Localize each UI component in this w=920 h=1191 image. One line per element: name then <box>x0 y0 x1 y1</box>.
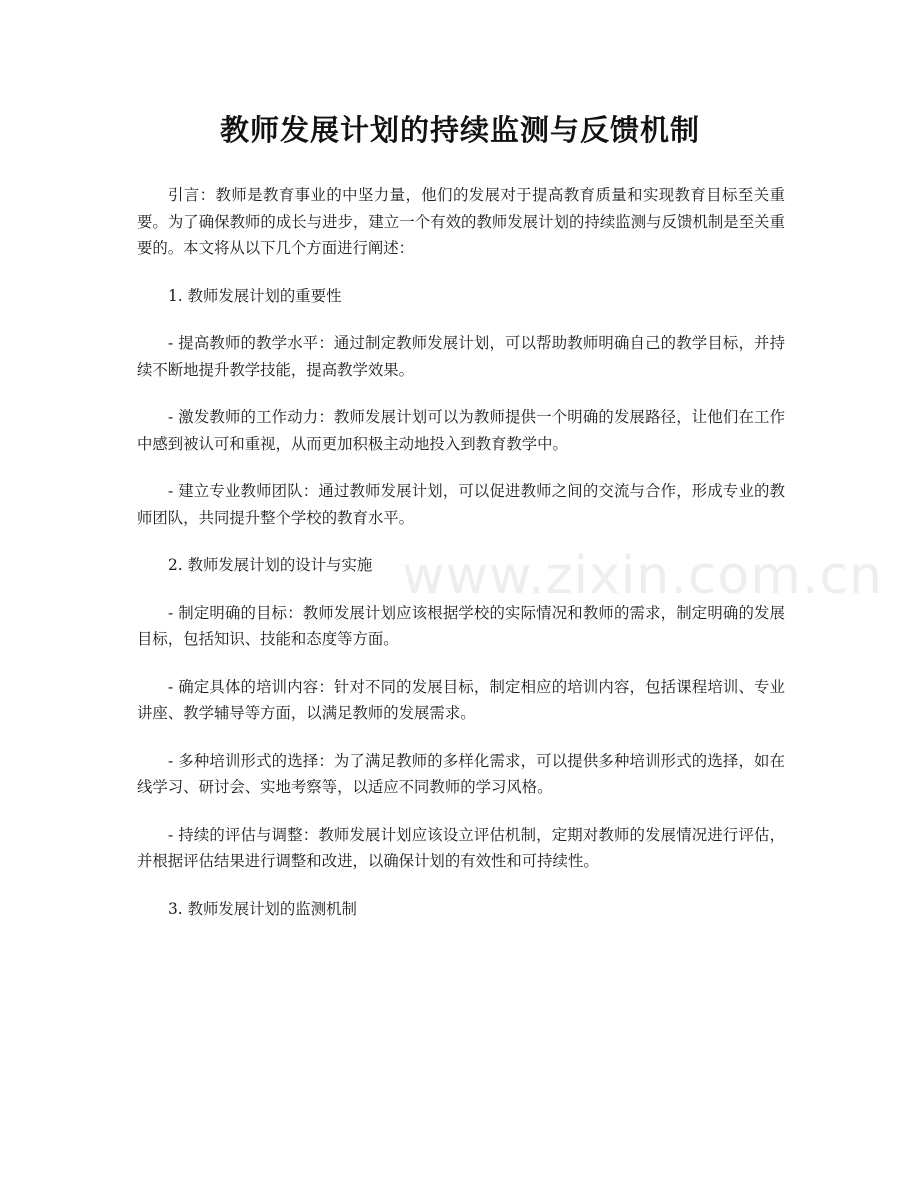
section-2-item: - 多种培训形式的选择：为了满足教师的多样化需求，可以提供多种培训形式的选择，如在线学习、研讨会、实地考察等，以适应不同教师的学习风格。 <box>137 751 785 796</box>
section-1-item: - 提高教师的教学水平：通过制定教师发展计划，可以帮助教师明确自己的教学目标，并持续不断地提升教学技能，提高教学效果。 <box>137 334 785 379</box>
document-title: 教师发展计划的持续监测与反馈机制 <box>219 113 700 147</box>
section-3-heading: 3. 教师发展计划的监测机制 <box>168 899 357 918</box>
document-body <box>137 182 785 943</box>
section-1-heading: 1. 教师发展计划的重要性 <box>168 286 342 305</box>
section-2-item: - 确定具体的培训内容：针对不同的发展目标，制定相应的培训内容，包括课程培训、专业讲座、教学辅导等方面，以满足教师的发展需求。 <box>137 677 785 722</box>
intro-paragraph: 引言：教师是教育事业的中坚力量，他们的发展对于提高教育质量和实现教育目标至关重要。为了确保教师的成长与进步，建立一个有效的教师发展计划的持续监测与反馈机制是至关重要的。本文将从以下几个方面进行阐述： <box>137 186 785 257</box>
watermark: www.zixin.com.cn <box>402 546 883 606</box>
section-2-item: - 持续的评估与调整：教师发展计划应该设立评估机制，定期对教师的发展情况进行评估，并根据评估结果进行调整和改进，以确保计划的有效性和可持续性。 <box>137 825 785 870</box>
section-2-heading: 2. 教师发展计划的设计与实施 <box>168 556 373 574</box>
section-2-item: - 制定明确的目标：教师发展计划应该根据学校的实际情况和教师的需求，制定明确的发展目标，包括知识、技能和态度等方面。 <box>137 603 785 648</box>
section-1-item: - 建立专业教师团队：通过教师发展计划，可以促进教师之间的交流与合作，形成专业的教师团队，共同提升整个学校的教育水平。 <box>137 482 785 527</box>
section-1-item: - 激发教师的工作动力：教师发展计划可以为教师提供一个明确的发展路径，让他们在工作中感到被认可和重视，从而更加积极主动地投入到教育教学中。 <box>137 408 785 453</box>
